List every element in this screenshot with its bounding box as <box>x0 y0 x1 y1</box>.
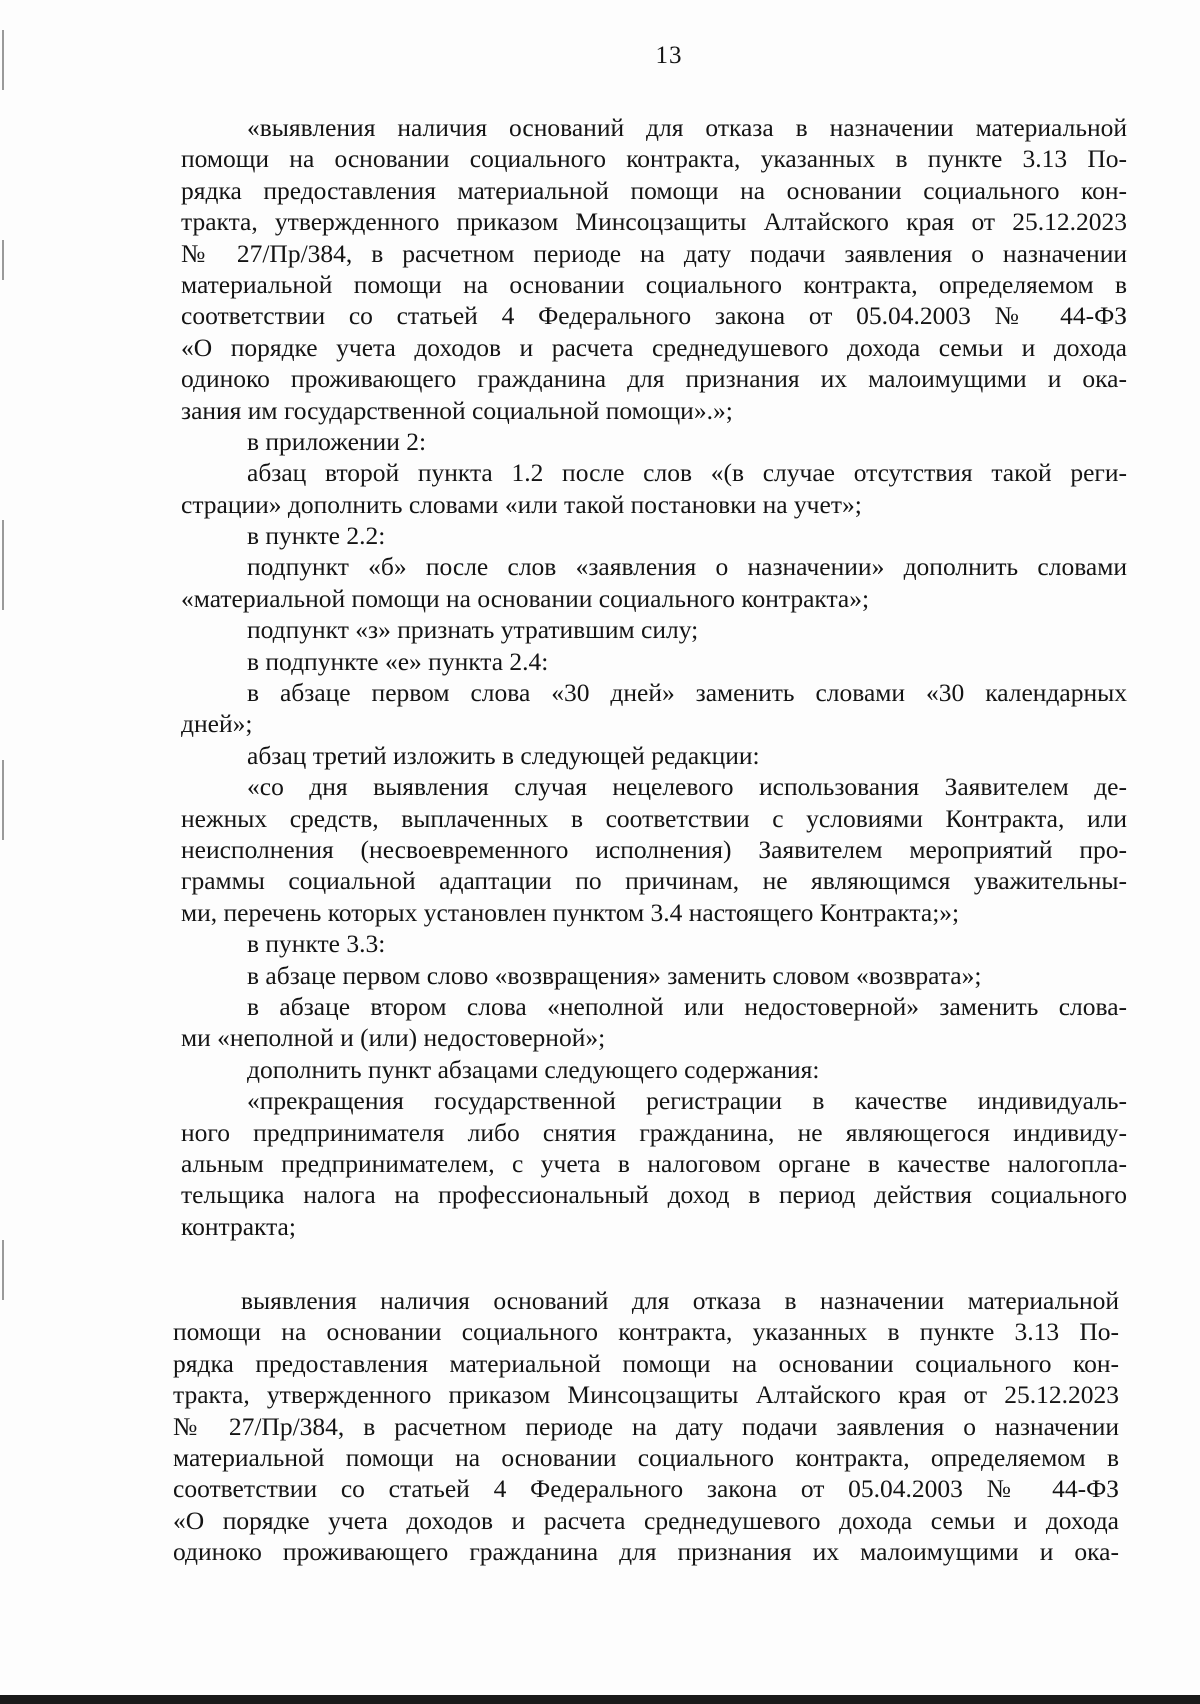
text-line: в подпункте «е» пункта 2.4: <box>247 646 549 676</box>
text-line: в пункте 2.2: <box>247 521 386 551</box>
text-line: тракта, утвержденного приказом Минсоцзащиты Алтайского края от 25.12.2023 <box>173 1380 1119 1410</box>
text-line: «со дня выявления случая нецелевого использования Заявителем де- <box>247 772 1127 802</box>
text-line: нежных средств, выплаченных в соответствии с условиями Контракта, или <box>181 803 1127 833</box>
text-line: в абзаце втором слова «неполной или недостоверной» заменить слова- <box>247 991 1127 1021</box>
text-line: помощи на основании социального контракта, указанных в пункте 3.13 По- <box>173 1317 1119 1347</box>
text-line: в абзаце первом слова «30 дней» заменить словами «30 календарных <box>247 678 1127 708</box>
text-line: ми «неполной и (или) недостоверной»; <box>181 1023 606 1053</box>
text-line: одиноко проживающего гражданина для признания их малоимущими и ока- <box>173 1537 1119 1567</box>
text-line: тельщика налога на профессиональный доход в период действия социального <box>181 1180 1127 1210</box>
text-line: выявления наличия оснований для отказа в назначении материальной <box>241 1286 1119 1315</box>
scan-bottom-border <box>0 1695 1200 1704</box>
text-line: одиноко проживающего гражданина для признания их малоимущими и ока- <box>181 364 1127 394</box>
text-line: в пункте 3.3: <box>247 929 386 959</box>
text-line: материальной помощи на основании социального контракта, определяемом в <box>181 269 1127 299</box>
text-line: подпункт «б» после слов «заявления о назначении» дополнить словами <box>247 552 1127 582</box>
text-line: абзац второй пункта 1.2 после слов «(в случае отсутствия такой реги- <box>247 458 1127 488</box>
page-number: 13 <box>655 42 683 69</box>
text-line: № 27/Пр/384, в расчетном периоде на дату подачи заявления о назначении <box>173 1411 1119 1441</box>
text-line: ми, перечень которых установлен пунктом 3.4 настоящего Контракта;»; <box>181 897 960 927</box>
text-line: «О порядке учета доходов и расчета среднедушевого дохода семьи и дохода <box>173 1505 1119 1535</box>
text-line: помощи на основании социального контракта, указанных в пункте 3.13 По- <box>181 144 1127 174</box>
document-body <box>181 112 1127 1242</box>
text-line: рядка предоставления материальной помощи на основании социального кон- <box>173 1348 1119 1378</box>
text-line: «О порядке учета доходов и расчета среднедушевого дохода семьи и дохода <box>181 332 1127 362</box>
text-line: «материальной помощи на основании социального контракта»; <box>181 583 870 613</box>
text-line: «прекращения государственной регистрации в качестве индивидуаль- <box>247 1086 1127 1116</box>
text-line: в приложении 2: <box>247 426 427 456</box>
text-line: абзац третий изложить в следующей редакции: <box>247 740 760 770</box>
document-body-continuation <box>173 1285 1119 1568</box>
scan-edge-artifact <box>0 0 6 1704</box>
text-line: дней»; <box>181 709 253 739</box>
text-line: соответствии со статьей 4 Федерального закона от 05.04.2003 № 44-ФЗ <box>181 301 1127 331</box>
text-line: материальной помощи на основании социального контракта, определяемом в <box>173 1442 1119 1472</box>
text-line: рядка предоставления материальной помощи на основании социального кон- <box>181 175 1127 205</box>
text-line: зания им государственной социальной помощи».»; <box>181 395 733 425</box>
text-line: № 27/Пр/384, в расчетном периоде на дату подачи заявления о назначении <box>181 238 1127 268</box>
text-line: ного предпринимателя либо снятия гражданина, не являющегося индивиду- <box>181 1117 1127 1147</box>
text-line: соответствии со статьей 4 Федерального закона от 05.04.2003 № 44-ФЗ <box>173 1474 1119 1504</box>
text-line: «выявления наличия оснований для отказа в назначении материальной <box>247 113 1127 142</box>
text-line: дополнить пункт абзацами следующего содержания: <box>247 1054 820 1084</box>
text-line: тракта, утвержденного приказом Минсоцзащиты Алтайского края от 25.12.2023 <box>181 207 1127 237</box>
text-line: в абзаце первом слово «возвращения» заменить словом «возврата»; <box>247 960 982 990</box>
text-line: неисполнения (несвоевременного исполнения) Заявителем мероприятий про- <box>181 834 1127 864</box>
text-line: альным предпринимателем, с учета в налоговом органе в качестве налогопла- <box>181 1148 1127 1178</box>
text-line: контракта; <box>181 1211 296 1241</box>
text-line: граммы социальной адаптации по причинам, не являющимся уважительны- <box>181 866 1127 896</box>
text-line: страции» дополнить словами «или такой постановки на учет»; <box>181 489 862 519</box>
text-line: подпункт «з» признать утратившим силу; <box>247 615 699 645</box>
